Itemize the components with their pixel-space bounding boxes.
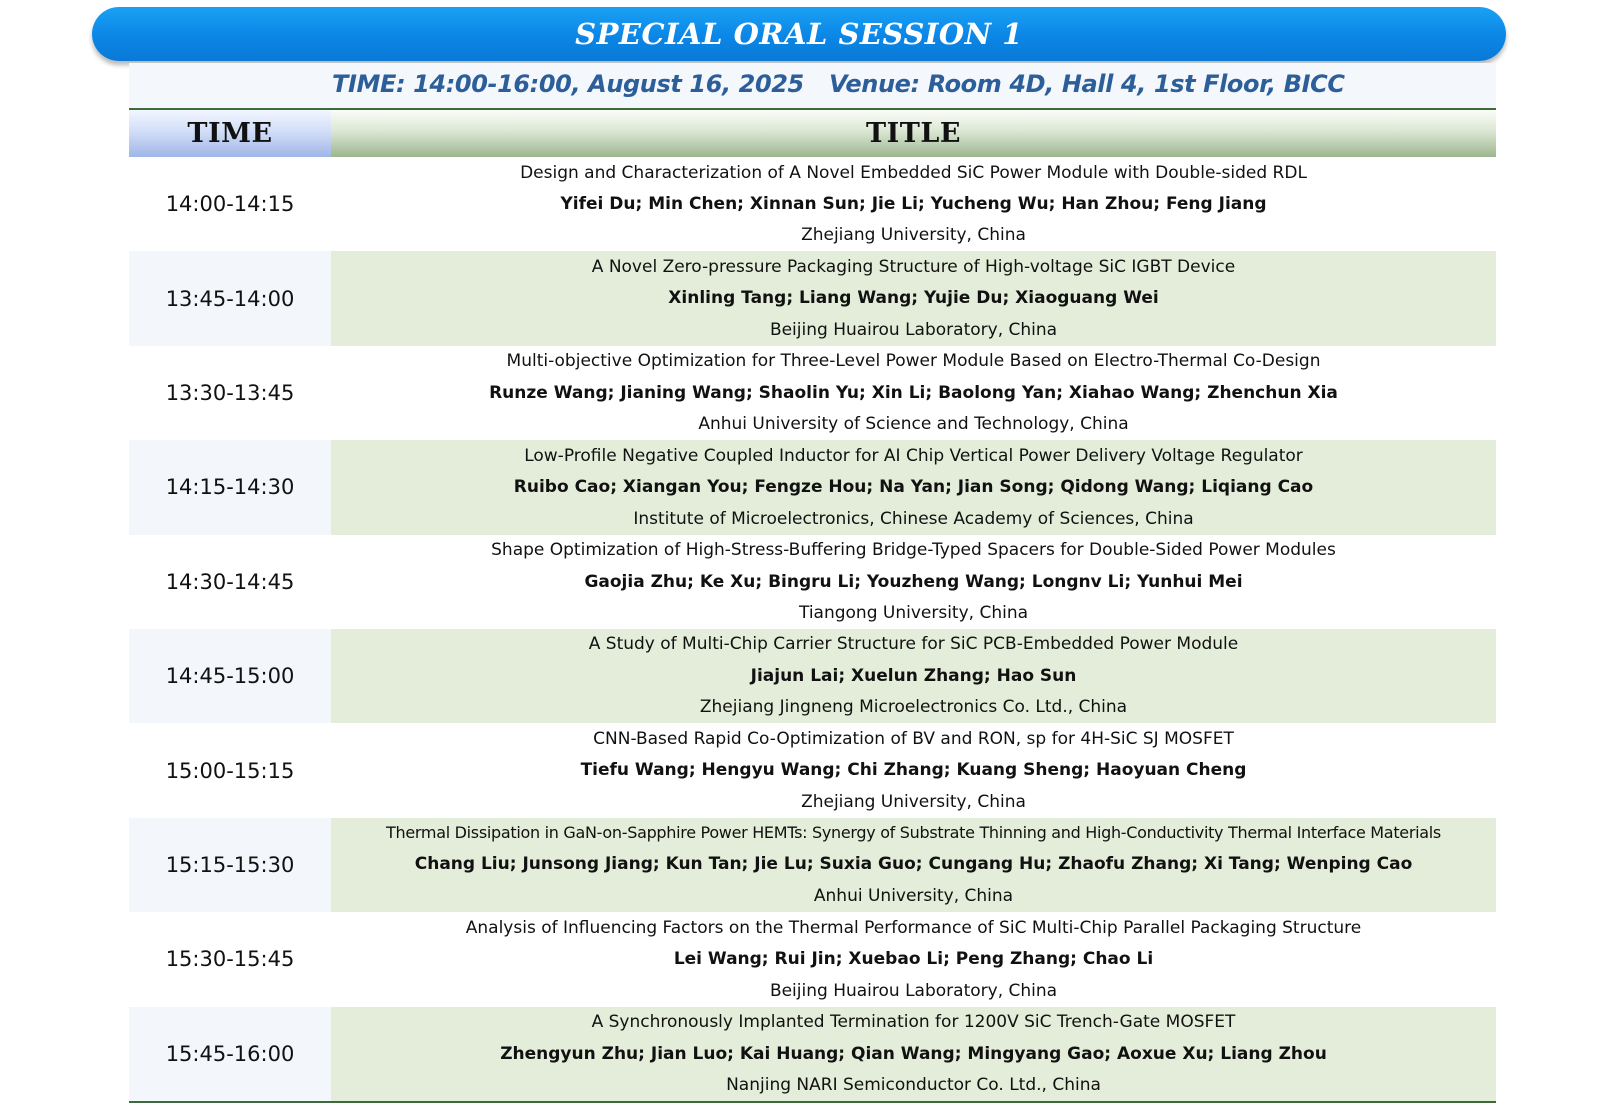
table-row (129, 912, 1496, 1006)
paper-affiliation: Institute of Microelectronics, Chinese Academy of Sciences, China (633, 508, 1194, 529)
paper-authors: Yifei Du; Min Chen; Xinnan Sun; Jie Li; Yucheng Wu; Han Zhou; Feng Jiang (560, 193, 1267, 214)
header-title: TITLE (331, 110, 1496, 157)
paper-title: A Synchronously Implanted Termination for 1200V SiC Trench-Gate MOSFET (591, 1012, 1236, 1033)
table-row (129, 157, 1496, 251)
paper-affiliation: Anhui University, China (813, 885, 1014, 906)
row-content (331, 251, 1496, 345)
table-row (129, 251, 1496, 345)
row-time: 14:30-14:45 (129, 535, 331, 629)
table-header (129, 110, 1496, 159)
schedule-table (129, 157, 1496, 1103)
paper-authors: Lei Wang; Rui Jin; Xuebao Li; Peng Zhang; Chao Li (673, 949, 1154, 970)
row-content (331, 723, 1496, 817)
table-row (129, 1007, 1496, 1101)
row-time: 14:15-14:30 (129, 440, 331, 534)
table-row (129, 535, 1496, 629)
session-venue: Venue: Room 4D, Hall 4, 1st Floor, BICC (829, 70, 1345, 98)
paper-affiliation: Beijing Huairou Laboratory, China (769, 319, 1058, 340)
paper-affiliation: Tiangong University, China (798, 603, 1029, 623)
header-time: TIME (129, 110, 331, 157)
row-time: 13:45-14:00 (129, 251, 331, 345)
paper-affiliation: Nanjing NARI Semiconductor Co. Ltd., China (726, 1074, 1101, 1095)
row-content (331, 346, 1496, 440)
row-content (331, 912, 1496, 1006)
row-time: 15:30-15:45 (129, 912, 331, 1006)
paper-authors: Ruibo Cao; Xiangan You; Fengze Hou; Na Yan; Jian Song; Qidong Wang; Liqiang Cao (513, 477, 1314, 498)
row-time: 14:45-15:00 (129, 629, 331, 723)
paper-title: Shape Optimization of High-Stress-Buffering Bridge-Typed Spacers for Double-Sided Power Modules (491, 540, 1336, 561)
paper-title: A Novel Zero-pressure Packaging Structure of High-voltage SiC IGBT Device (591, 256, 1236, 277)
row-time: 15:00-15:15 (129, 723, 331, 817)
row-content (331, 1007, 1496, 1101)
paper-affiliation: Beijing Huairou Laboratory, China (769, 980, 1058, 1001)
row-content (331, 440, 1496, 534)
row-content (331, 818, 1496, 912)
paper-title: Thermal Dissipation in GaN-on-Sapphire Power HEMTs: Synergy of Substrate Thinning and High-Conductivity Thermal Interface Materials (386, 823, 1441, 843)
paper-affiliation: Anhui University of Science and Technology, China (698, 414, 1129, 435)
paper-title: CNN-Based Rapid Co-Optimization of BV and RON, sp for 4H-SiC SJ MOSFET (593, 728, 1234, 749)
table-row (129, 440, 1496, 534)
paper-title: Design and Characterization of A Novel Embedded SiC Power Module with Double-sided RDL (520, 162, 1307, 183)
table-row (129, 346, 1496, 440)
row-time: 15:45-16:00 (129, 1007, 331, 1101)
paper-authors: Chang Liu; Junsong Jiang; Kun Tan; Jie Lu; Suxia Guo; Cungang Hu; Zhaofu Zhang; Xi Tang; Wenping Cao (414, 854, 1413, 875)
session-info-bar (129, 63, 1496, 110)
row-content (331, 629, 1496, 723)
row-time: 13:30-13:45 (129, 346, 331, 440)
paper-title: A Study of Multi-Chip Carrier Structure for SiC PCB-Embedded Power Module (588, 634, 1239, 655)
paper-title: Analysis of Influencing Factors on the Thermal Performance of SiC Multi-Chip Parallel Packaging Structure (465, 917, 1362, 938)
paper-authors: Tiefu Wang; Hengyu Wang; Chi Zhang; Kuang Sheng; Haoyuan Cheng (580, 760, 1247, 781)
paper-authors: Gaojia Zhu; Ke Xu; Bingru Li; Youzheng Wang; Longnv Li; Yunhui Mei (584, 571, 1243, 592)
paper-authors: Runze Wang; Jianing Wang; Shaolin Yu; Xin Li; Baolong Yan; Xiahao Wang; Zhenchun Xia (489, 382, 1338, 403)
session-banner (92, 7, 1506, 61)
row-time: 14:00-14:15 (129, 157, 331, 251)
paper-affiliation: Zhejiang University, China (801, 225, 1026, 246)
paper-authors: Jiajun Lai; Xuelun Zhang; Hao Sun (750, 665, 1077, 686)
session-time: TIME: 14:00-16:00, August 16, 2025 (332, 70, 804, 98)
session-title: SPECIAL ORAL SESSION 1 (575, 17, 1023, 51)
table-row (129, 818, 1496, 912)
paper-authors: Zhengyun Zhu; Jian Luo; Kai Huang; Qian Wang; Mingyang Gao; Aoxue Xu; Liang Zhou (500, 1043, 1327, 1064)
paper-affiliation: Zhejiang Jingneng Microelectronics Co. Ltd., China (699, 697, 1128, 718)
table-row (129, 723, 1496, 817)
row-content (331, 535, 1496, 629)
row-time: 15:15-15:30 (129, 818, 331, 912)
table-row (129, 629, 1496, 723)
paper-title: Multi-objective Optimization for Three-Level Power Module Based on Electro-Thermal Co-Design (506, 351, 1321, 372)
paper-authors: Xinling Tang; Liang Wang; Yujie Du; Xiaoguang Wei (668, 288, 1159, 309)
row-content (331, 157, 1496, 251)
paper-affiliation: Zhejiang University, China (801, 791, 1026, 812)
paper-title: Low-Profile Negative Coupled Inductor for AI Chip Vertical Power Delivery Voltage Regulator (524, 445, 1303, 466)
